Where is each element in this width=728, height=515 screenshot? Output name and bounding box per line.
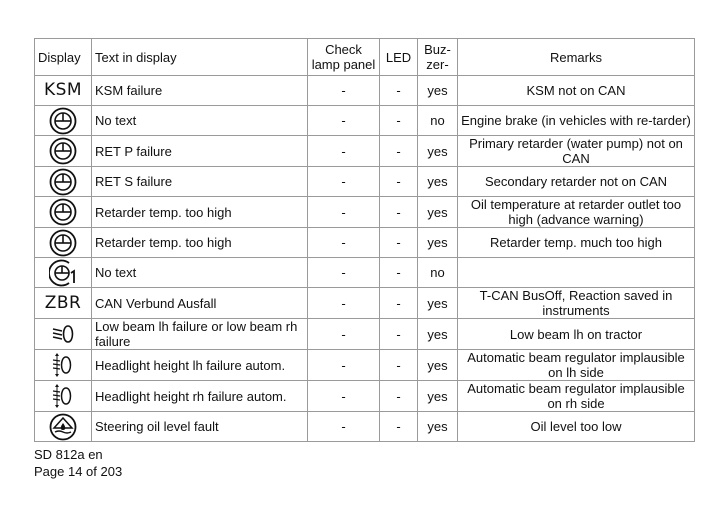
retarder-icon: [38, 198, 88, 226]
remarks-cell: T-CAN BusOff, Reaction saved in instruments: [458, 288, 695, 319]
buzzer-cell: yes: [418, 76, 458, 106]
led-cell: -: [380, 258, 418, 288]
check-lamp-cell: -: [308, 167, 380, 197]
header-buzzer: Buz- zer-: [418, 39, 458, 76]
remarks-cell: Automatic beam regulator implausible on lh side: [458, 350, 695, 381]
document-id: SD 812a en: [34, 447, 103, 462]
table-row: [35, 136, 695, 167]
text-in-display-cell: Steering oil level fault: [92, 412, 308, 442]
text-in-display-cell: RET P failure: [92, 136, 308, 167]
buzzer-cell: yes: [418, 136, 458, 167]
retarder-icon: [38, 229, 88, 257]
check-lamp-cell: -: [308, 412, 380, 442]
led-cell: -: [380, 381, 418, 412]
text-in-display-cell: KSM failure: [92, 76, 308, 106]
remarks-cell: Oil level too low: [458, 412, 695, 442]
retarder-icon: [38, 168, 88, 196]
check-lamp-cell: -: [308, 106, 380, 136]
remarks-cell: [458, 258, 695, 288]
check-lamp-cell: -: [308, 197, 380, 228]
table-row: [35, 258, 695, 288]
led-cell: -: [380, 167, 418, 197]
retarder-icon: [38, 107, 88, 135]
table-row: [35, 288, 695, 319]
check-lamp-cell: -: [308, 228, 380, 258]
led-cell: -: [380, 197, 418, 228]
display-cell: [35, 197, 92, 228]
display-cell: [35, 319, 92, 350]
display-code: KSM: [43, 80, 83, 100]
led-cell: -: [380, 288, 418, 319]
page-number: Page 14 of 203: [34, 464, 123, 479]
check-lamp-cell: -: [308, 319, 380, 350]
buzzer-cell: no: [418, 106, 458, 136]
display-cell: [35, 76, 92, 106]
check-lamp-cell: -: [308, 381, 380, 412]
remarks-cell: Automatic beam regulator implausible on rh side: [458, 381, 695, 412]
buzzer-cell: yes: [418, 381, 458, 412]
check-lamp-cell: -: [308, 258, 380, 288]
display-cell: [35, 228, 92, 258]
header-remarks: Remarks: [458, 39, 695, 76]
table-header-row: [35, 39, 695, 76]
text-in-display-cell: Headlight height rh failure autom.: [92, 381, 308, 412]
table-row: [35, 106, 695, 136]
check-lamp-cell: -: [308, 136, 380, 167]
table-row: [35, 197, 695, 228]
remarks-cell: Secondary retarder not on CAN: [458, 167, 695, 197]
headlight-range-icon: [38, 351, 88, 379]
display-cell: [35, 167, 92, 197]
remarks-cell: Primary retarder (water pump) not on CAN: [458, 136, 695, 167]
buzzer-cell: yes: [418, 350, 458, 381]
table-row: [35, 167, 695, 197]
header-text-in-display: Text in display: [92, 39, 308, 76]
buzzer-cell: yes: [418, 288, 458, 319]
led-cell: -: [380, 136, 418, 167]
retarder-icon: [38, 137, 88, 165]
display-cell: [35, 412, 92, 442]
header-led: LED: [380, 39, 418, 76]
remarks-cell: KSM not on CAN: [458, 76, 695, 106]
low-beam-icon: [38, 323, 88, 345]
check-lamp-cell: -: [308, 288, 380, 319]
remarks-cell: Retarder temp. much too high: [458, 228, 695, 258]
remarks-cell: Oil temperature at retarder outlet too high (advance warning): [458, 197, 695, 228]
led-cell: -: [380, 106, 418, 136]
text-in-display-cell: No text: [92, 106, 308, 136]
header-check-lamp-panel: Check lamp panel: [308, 39, 380, 76]
display-cell: [35, 288, 92, 319]
check-lamp-cell: -: [308, 76, 380, 106]
text-in-display-cell: CAN Verbund Ausfall: [92, 288, 308, 319]
led-cell: -: [380, 350, 418, 381]
text-in-display-cell: Retarder temp. too high: [92, 197, 308, 228]
text-in-display-cell: Headlight height lh failure autom.: [92, 350, 308, 381]
table-row: [35, 228, 695, 258]
table-row: [35, 319, 695, 350]
display-cell: [35, 258, 92, 288]
buzzer-cell: yes: [418, 319, 458, 350]
text-in-display-cell: RET S failure: [92, 167, 308, 197]
check-lamp-cell: -: [308, 350, 380, 381]
steering-oil-icon: [38, 413, 88, 441]
buzzer-cell: yes: [418, 167, 458, 197]
display-cell: [35, 381, 92, 412]
table-row: [35, 381, 695, 412]
led-cell: -: [380, 319, 418, 350]
display-cell: [35, 136, 92, 167]
table-row: [35, 350, 695, 381]
page-footer: [34, 446, 122, 480]
remarks-cell: Engine brake (in vehicles with re-tarder): [458, 106, 695, 136]
led-cell: -: [380, 412, 418, 442]
display-code: ZBR: [44, 292, 82, 313]
table-row: [35, 76, 695, 106]
buzzer-cell: yes: [418, 197, 458, 228]
header-display: Display: [35, 39, 92, 76]
headlight-range-icon: [38, 382, 88, 410]
buzzer-cell: yes: [418, 412, 458, 442]
led-cell: -: [380, 76, 418, 106]
buzzer-cell: no: [418, 258, 458, 288]
table-row: [35, 412, 695, 442]
led-cell: -: [380, 228, 418, 258]
warning-messages-table: [34, 38, 695, 442]
text-in-display-cell: Retarder temp. too high: [92, 228, 308, 258]
retarder-level-1-icon: [38, 259, 88, 287]
text-in-display-cell: No text: [92, 258, 308, 288]
buzzer-cell: yes: [418, 228, 458, 258]
remarks-cell: Low beam lh on tractor: [458, 319, 695, 350]
display-cell: [35, 350, 92, 381]
display-cell: [35, 106, 92, 136]
text-in-display-cell: Low beam lh failure or low beam rh failure: [92, 319, 308, 350]
